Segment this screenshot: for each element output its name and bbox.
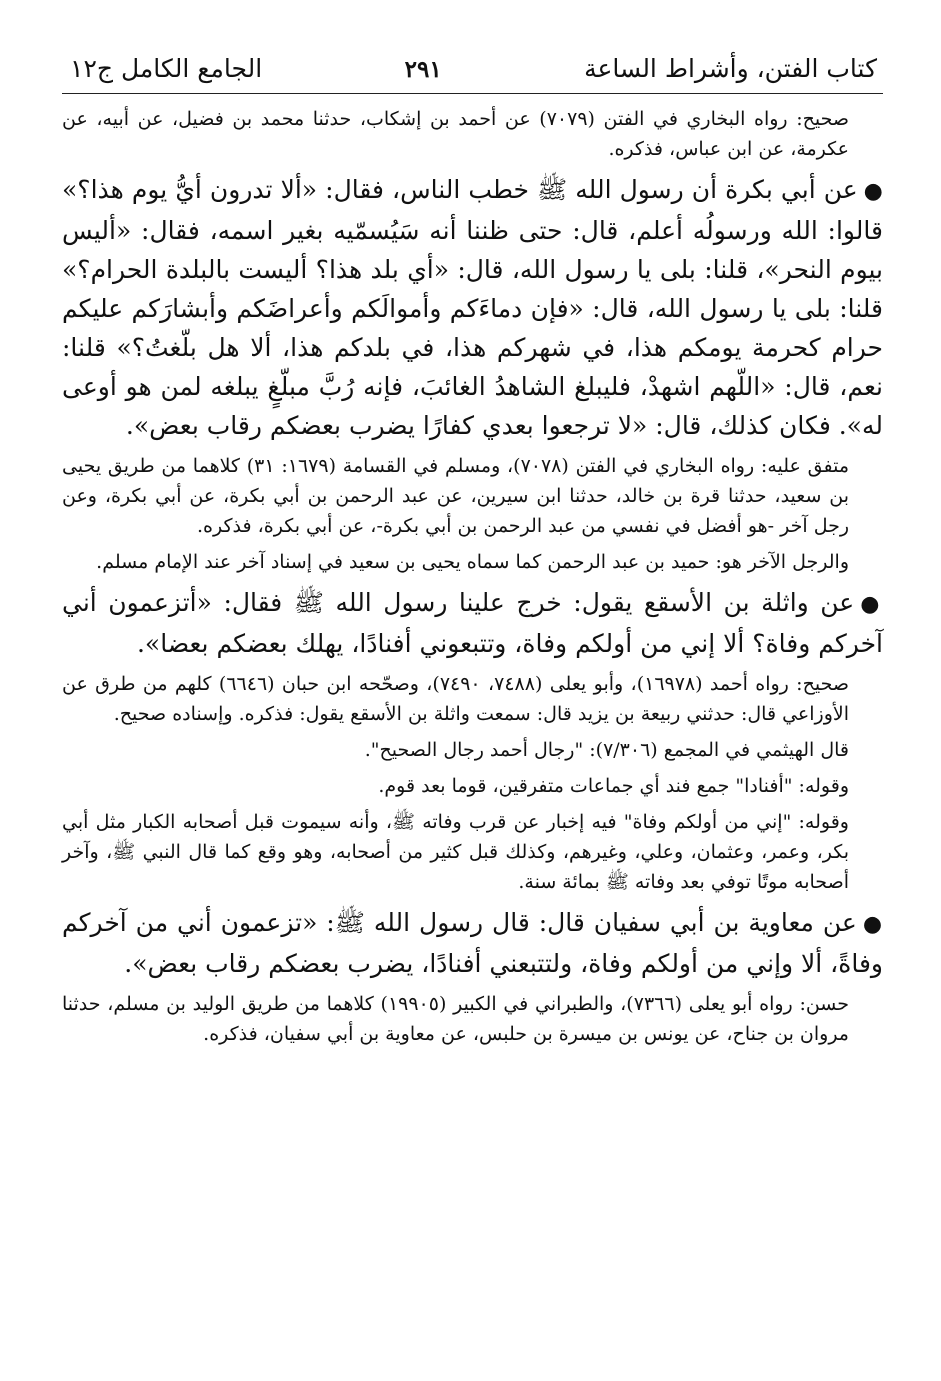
header-rule: [62, 93, 883, 94]
paragraph-text: قال الهيثمي في المجمع (٧/٣٠٦): "رجال أحمد رجال الصحيح".: [364, 739, 849, 761]
commentary-paragraph: [62, 771, 883, 801]
commentary-paragraph: [62, 104, 883, 164]
chapter-title: كتاب الفتن، وأشراط الساعة: [584, 54, 877, 83]
commentary-paragraph: [62, 735, 883, 765]
commentary-paragraph: [62, 451, 883, 541]
paragraph-text: صحيح: رواه البخاري في الفتن (٧٠٧٩) عن أحمد بن إشكاب، حدثنا محمد بن فضيل، عن أبيه، عن عكرمة، عن ابن عباس، فذكره.: [62, 108, 849, 160]
paragraph-text: صحيح: رواه أحمد (١٦٩٧٨)، وأبو يعلى (٧٤٨٨، ٧٤٩٠)، وصحّحه ابن حبان (٦٦٤٦) كلهم من طرق عن الأوزاعي قال: حدثني ربيعة بن يزيد قال: سمعت واثلة بن الأسقع يقول: فذكره. وإسناده صحيح.: [62, 673, 849, 725]
hadith-paragraph: [62, 170, 883, 445]
commentary-paragraph: [62, 807, 883, 897]
paragraph-text: عن واثلة بن الأسقع يقول: خرج علينا رسول الله ﷺ فقال: «أتزعمون أني آخركم وفاة؟ ألا إني من أولكم وفاة، وتتبعوني أفنادًا، يهلك بعضكم بعضا».: [62, 588, 883, 658]
hadith-paragraph: [62, 583, 883, 663]
page-header: [62, 52, 883, 93]
hadith-paragraph: [62, 903, 883, 983]
paragraph-text: حسن: رواه أبو يعلى (٧٣٦٦)، والطبراني في الكبير (١٩٩٠٥) كلاهما من طريق الوليد بن مسلم، حدثنا مروان بن جناح، عن يونس بن ميسرة بن حلبس، عن معاوية بن أبي سفيان، فذكره.: [62, 993, 849, 1045]
page-number: ٢٩١: [404, 56, 442, 83]
paragraph-text: والرجل الآخر هو: حميد بن عبد الرحمن كما سماه يحيى بن سعيد في إسناد آخر عند الإمام مسلم.: [96, 551, 849, 573]
bullet-icon: ●: [863, 179, 883, 204]
commentary-paragraph: [62, 669, 883, 729]
page-content: [62, 104, 883, 1049]
book-title: الجامع الكامل ج١٢: [70, 54, 263, 83]
commentary-paragraph: [62, 547, 883, 577]
commentary-paragraph: [62, 989, 883, 1049]
paragraph-text: عن أبي بكرة أن رسول الله ﷺ خطب الناس، فقال: «ألا تدرون أيُّ يوم هذا؟» قالوا: الله ورسولُه أعلم، قال: حتى ظننا أنه سَيُسمّيه بغير اسمه، فقال: «أليس بيوم النحر»، قلنا: بلى يا رسول الله، قال: «أي بلد هذا؟ أليست بالبلدة الحرام؟» قلنا: بلى يا رسول الله، قال: «فإن دماءَكم وأموالَكم وأعراضَكم وأبشارَكم عليكم حرام كحرمة يومكم هذا، في شهركم هذا، في بلدكم هذا، ألا هل بلّغتُ؟» قلنا: نعم، قال: «اللّهم اشهدْ، فليبلغ الشاهدُ الغائبَ، فإنه رُبَّ مبلّغٍ يبلغه لمن هو أوعى له». فكان كذلك، قال: «لا ترجعوا بعدي كفارًا يضرب بعضكم رقاب بعض».: [62, 175, 883, 440]
paragraph-text: متفق عليه: رواه البخاري في الفتن (٧٠٧٨)، ومسلم في القسامة (١٦٧٩: ٣١) كلاهما من طريق يحيى بن سعيد، حدثنا قرة بن خالد، حدثنا ابن سيرين، عن عبد الرحمن بن أبي بكرة، عن أبي بكرة، وعن رجل آخر -هو أفضل في نفسي من عبد الرحمن بن أبي بكرة-، عن أبي بكرة، فذكره.: [62, 455, 849, 537]
bullet-icon: ●: [860, 592, 884, 617]
paragraph-text: وقوله: "أفنادا" جمع فند أي جماعات متفرقين، قوما بعد قوم.: [378, 775, 849, 797]
bullet-icon: ●: [862, 912, 883, 937]
paragraph-text: وقوله: "إني من أولكم وفاة" فيه إخبار عن قرب وفاته ﷺ، وأنه سيموت قبل أصحابه الكبار مثل أبي بكر، وعمر، وعثمان، وعلي، وغيرهم، وكذلك قبل كثير من أصحابه، وهو وقع كما قال النبي ﷺ، وآخر أصحابه موتًا توفي بعد وفاته ﷺ بمائة سنة.: [62, 811, 849, 893]
paragraph-text: عن معاوية بن أبي سفيان قال: قال رسول الله ﷺ: «تزعمون أني من آخركم وفاةً، ألا وإني من أولكم وفاة، ولتتبعني أفنادًا، يضرب بعضكم رقاب بعض».: [62, 908, 883, 978]
